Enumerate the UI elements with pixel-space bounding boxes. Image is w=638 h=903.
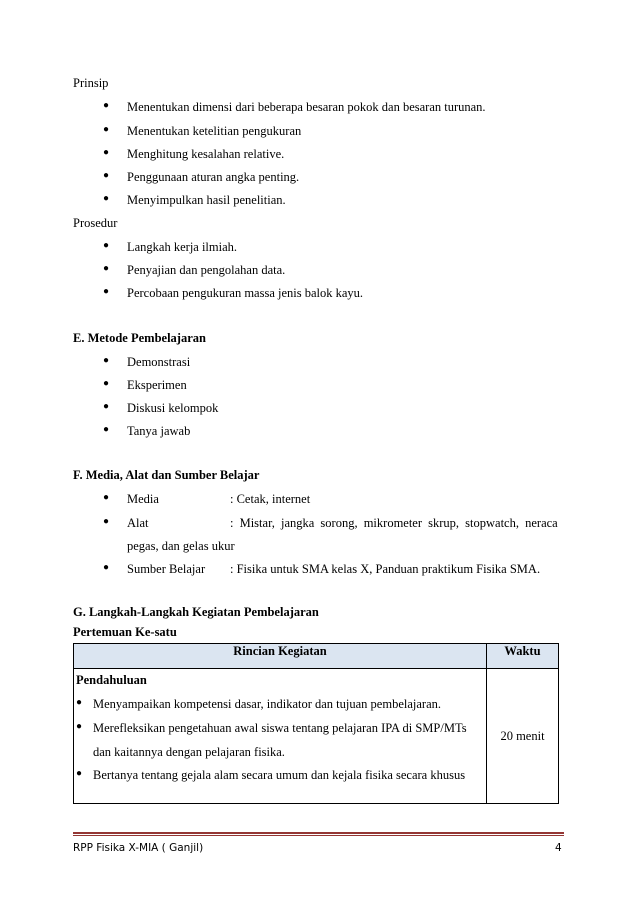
bullet-icon: ● <box>103 378 110 389</box>
table-row <box>74 669 559 804</box>
alat-value: : Mistar, jangka sorong, mikrometer skrup, stopwatch, neraca <box>230 516 558 530</box>
col-header-activity: Rincian Kegiatan <box>74 644 487 669</box>
bullet-icon: ● <box>103 492 110 503</box>
time-cell: 20 menit <box>487 669 559 804</box>
bullet-icon: ● <box>103 170 110 181</box>
bullet-icon: ● <box>76 721 83 732</box>
footer-rule <box>73 832 564 834</box>
section-label: Pendahuluan <box>76 673 147 687</box>
bullet-icon: ● <box>103 147 110 158</box>
bullet-icon: ● <box>103 562 110 573</box>
media-value: : Cetak, internet <box>230 492 311 506</box>
bullet-icon: ● <box>76 768 83 779</box>
footer-rule-thin <box>73 835 564 836</box>
list-item: Merefleksikan pengetahuan awal siswa tentang pelajaran IPA di SMP/MTs <box>93 721 467 735</box>
sumber-value: : Fisika untuk SMA kelas X, Panduan praktikum Fisika SMA. <box>230 562 541 576</box>
col-header-time: Waktu <box>487 644 559 669</box>
bullet-icon: ● <box>103 401 110 412</box>
alat-value-cont: pegas, dan gelas ukur <box>127 539 235 553</box>
footer-title: RPP Fisika X-MIA ( Ganjil) <box>73 842 204 854</box>
bullet-icon: ● <box>76 697 83 708</box>
activity-cell <box>74 669 487 804</box>
table-header-row <box>74 644 559 669</box>
bullet-icon: ● <box>103 193 110 204</box>
page-number: 4 <box>555 842 562 854</box>
meeting-subheading: Pertemuan Ke-satu <box>73 625 177 639</box>
section-g-heading: G. Langkah-Langkah Kegiatan Pembelajaran <box>73 605 319 619</box>
bullet-icon: ● <box>103 100 110 111</box>
list-item-cont: dan kaitannya dengan pelajaran fisika. <box>93 745 285 759</box>
bullet-icon: ● <box>103 355 110 366</box>
bullet-icon: ● <box>103 286 110 297</box>
bullet-icon: ● <box>103 124 110 135</box>
section-e-heading: E. Metode Pembelajaran <box>73 331 206 345</box>
activity-table <box>73 643 559 804</box>
bullet-icon: ● <box>103 240 110 251</box>
prinsip-heading: Prinsip <box>73 76 109 90</box>
list-item: Bertanya tentang gejala alam secara umum dan kejala fisika secara khusus <box>93 768 466 782</box>
bullet-icon: ● <box>103 424 110 435</box>
bullet-icon: ● <box>103 263 110 274</box>
section-f-heading: F. Media, Alat dan Sumber Belajar <box>73 468 260 482</box>
prosedur-heading: Prosedur <box>73 216 118 230</box>
list-item: Menyampaikan kompetensi dasar, indikator dan tujuan pembelajaran. <box>93 697 441 711</box>
bullet-icon: ● <box>103 516 110 527</box>
